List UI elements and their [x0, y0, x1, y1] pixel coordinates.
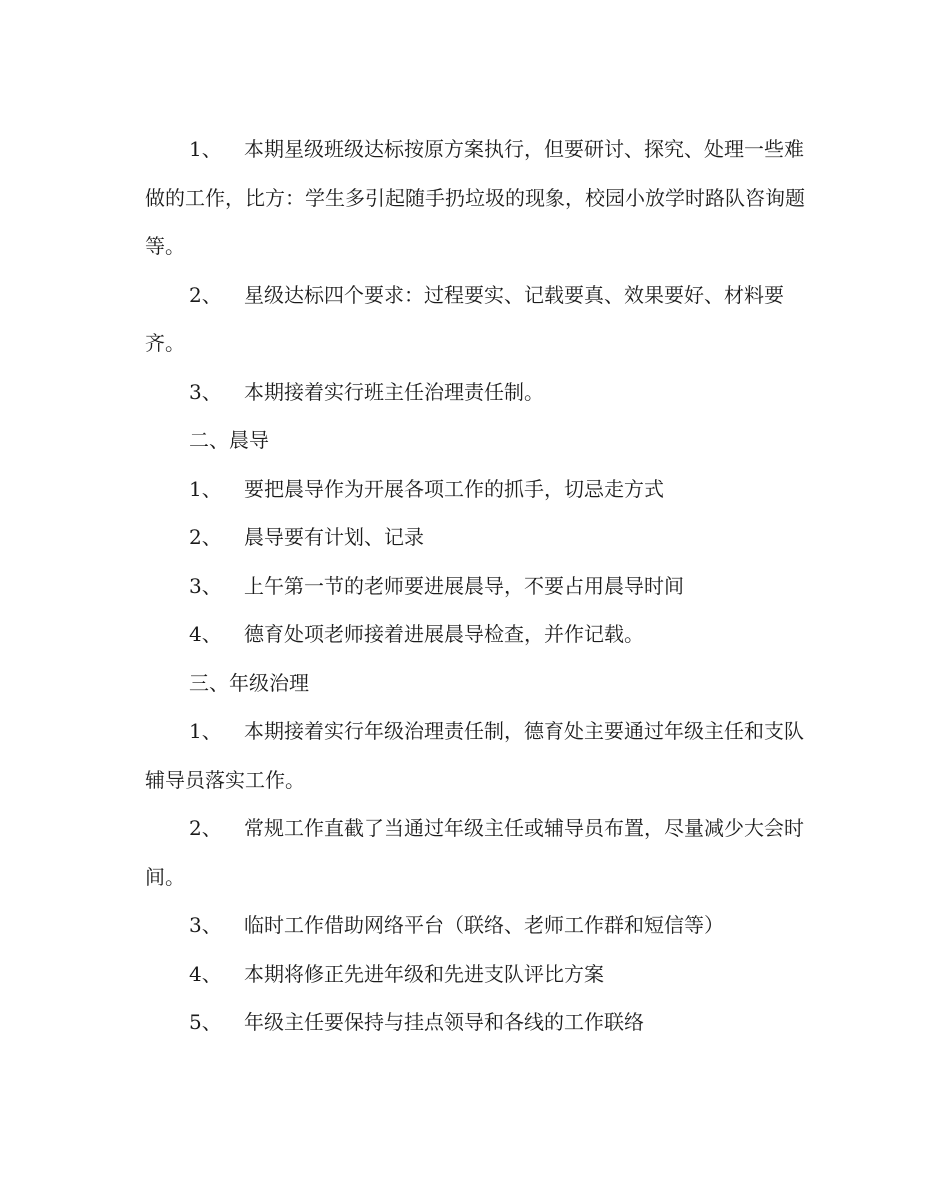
section-heading	[145, 659, 805, 708]
item-number: 5、	[189, 1010, 222, 1034]
item-number: 2、	[189, 816, 222, 840]
section-heading-text: 三、年级治理	[189, 670, 309, 695]
item-number: 4、	[189, 622, 222, 646]
paragraph-text: 要把晨导作为开展各项工作的抓手，切忌走方式	[244, 476, 664, 501]
paragraph	[145, 707, 805, 804]
item-number: 1、	[189, 719, 222, 743]
paragraph	[145, 125, 805, 271]
paragraph	[145, 562, 805, 611]
paragraph	[145, 465, 805, 514]
paragraph-text: 本期接着实行年级治理责任制，德育处主要通过年级主任和支队辅导员落实工作。	[145, 719, 804, 792]
paragraph	[145, 901, 805, 950]
paragraph	[145, 804, 805, 901]
paragraph	[145, 998, 805, 1047]
paragraph-text: 本期接着实行班主任治理责任制。	[244, 379, 544, 404]
paragraph	[145, 513, 805, 562]
item-number: 3、	[189, 379, 222, 404]
paragraph-text: 临时工作借助网络平台（联络、老师工作群和短信等）	[244, 913, 724, 937]
item-number: 2、	[189, 525, 222, 549]
section-heading-text: 二、晨导	[189, 428, 269, 452]
paragraph	[145, 950, 805, 999]
item-number: 4、	[189, 961, 222, 986]
item-number: 3、	[189, 573, 222, 598]
paragraph	[145, 610, 805, 659]
document-body	[145, 125, 805, 1047]
paragraph-text: 上午第一节的老师要进展晨导，不要占用晨导时间	[244, 573, 684, 598]
paragraph	[145, 368, 805, 417]
paragraph-text: 常规工作直截了当通过年级主任或辅导员布置，尽量减少大会时间。	[145, 816, 804, 889]
item-number: 3、	[189, 913, 222, 937]
paragraph	[145, 271, 805, 368]
item-number: 1、	[189, 476, 222, 501]
paragraph-text: 德育处项老师接着进展晨导检查，并作记载。	[244, 622, 644, 646]
item-number: 1、	[189, 137, 222, 161]
paragraph-text: 本期星级班级达标按原方案执行，但要研讨、探究、处理一些难做的工作，比方：学生多引起随手扔垃圾的现象，校园小放学时路队咨询题等。	[145, 137, 805, 258]
section-heading	[145, 416, 805, 465]
paragraph-text: 年级主任要保持与挂点领导和各线的工作联络	[244, 1010, 644, 1034]
paragraph-text: 本期将修正先进年级和先进支队评比方案	[244, 961, 604, 986]
paragraph-text: 星级达标四个要求：过程要实、记载要真、效果要好、材料要齐。	[145, 282, 784, 355]
item-number: 2、	[189, 282, 222, 307]
paragraph-text: 晨导要有计划、记录	[244, 525, 424, 549]
